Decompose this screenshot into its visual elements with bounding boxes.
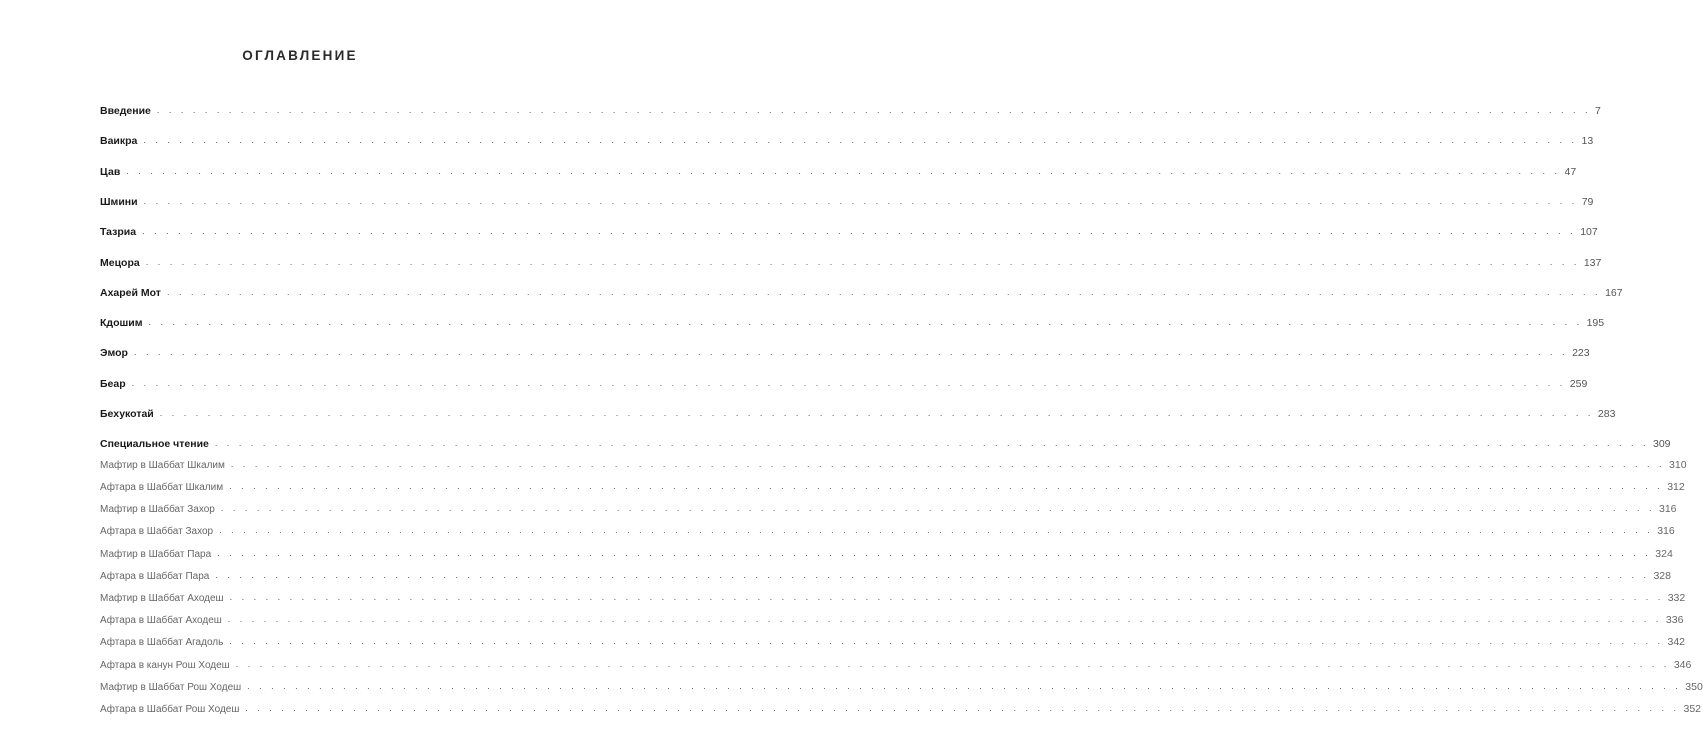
toc-entry-label: Беар: [100, 377, 126, 390]
toc-entry: [100, 224, 1598, 240]
toc-entry-label: Мафтир в Шаббат Пара: [100, 548, 212, 560]
dot-leader: . . . . . . . . . . . . . . . . . . . . . . . . . . . . . . . . . . . . . . . . . . . . . . . . . . . . . . . . . . . . . . . . . . . . . . . . . . . . . . . . . . . . . . . . . . . . . . . . . . . . . . . . . . . . . . . . . . . . . . . .: [143, 135, 1578, 146]
toc-entry-page-number: 346: [1673, 658, 1692, 671]
dot-leader: . . . . . . . . . . . . . . . . . . . . . . . . . . . . . . . . . . . . . . . . . . . . . . . . . . . . . . . . . . . . . . . . . . . . . . . . . . . . . . . . . . . . . . . . . . . . . . . . . . . . . . . . . . . . . . . . . . . . . . . .: [166, 286, 1602, 297]
toc-entry-label: Афтара в канун Рош Ходеш: [100, 659, 230, 671]
toc-entry-label: Мафтир в Шаббат Шкалим: [100, 459, 225, 471]
dot-leader: . . . . . . . . . . . . . . . . . . . . . . . . . . . . . . . . . . . . . . . . . . . . . . . . . . . . . . . . . . . . . . . . . . . . . . . . . . . . . . . . . . . . . . . . . . . . . . . . . . . . . . . . . . . . . . . . . . . . . . . .: [133, 347, 1569, 358]
toc-entry-page-number: 167: [1605, 286, 1623, 299]
dot-leader: . . . . . . . . . . . . . . . . . . . . . . . . . . . . . . . . . . . . . . . . . . . . . . . . . . . . . . . . . . . . . . . . . . . . . . . . . . . . . . . . . . . . . . . . . . . . . . . . . . . . . . . . . . . . . . . . . . . . . . . .: [235, 658, 1670, 669]
dot-leader: . . . . . . . . . . . . . . . . . . . . . . . . . . . . . . . . . . . . . . . . . . . . . . . . . . . . . . . . . . . . . . . . . . . . . . . . . . . . . . . . . . . . . . . . . . . . . . . . . . . . . . . . . . . . . . . . . . . . . . . .: [142, 226, 1577, 237]
dot-leader: . . . . . . . . . . . . . . . . . . . . . . . . . . . . . . . . . . . . . . . . . . . . . . . . . . . . . . . . . . . . . . . . . . . . . . . . . . . . . . . . . . . . . . . . . . . . . . . . . . . . . . . . . . . . . . . . . . . . . . . .: [159, 408, 1594, 418]
toc-entry-page-number: 47: [1564, 165, 1577, 178]
toc-entry: [100, 436, 1671, 452]
toc-entry-page-number: 312: [1667, 481, 1685, 493]
toc-entry: [100, 194, 1594, 210]
toc-entry-page-number: 137: [1583, 256, 1602, 269]
toc-entry: [100, 523, 1675, 539]
toc-entry: [100, 255, 1602, 271]
dot-leader: . . . . . . . . . . . . . . . . . . . . . . . . . . . . . . . . . . . . . . . . . . . . . . . . . . . . . . . . . . . . . . . . . . . . . . . . . . . . . . . . . . . . . . . . . . . . . . . . . . . . . . . . . . . . . . . . . . . . . . . .: [227, 614, 1662, 625]
dot-leader: . . . . . . . . . . . . . . . . . . . . . . . . . . . . . . . . . . . . . . . . . . . . . . . . . . . . . . . . . . . . . . . . . . . . . . . . . . . . . . . . . . . . . . . . . . . . . . . . . . . . . . . . . . . . . . . . . . . . . . . .: [131, 377, 1566, 388]
page-title: ОГЛАВЛЕНИЕ: [242, 48, 358, 63]
dot-leader: . . . . . . . . . . . . . . . . . . . . . . . . . . . . . . . . . . . . . . . . . . . . . . . . . . . . . . . . . . . . . . . . . . . . . . . . . . . . . . . . . . . . . . . . . . . . . . . . . . . . . . . . . . . . . . . . . . . . . . . .: [219, 525, 1654, 536]
toc-entry-page-number: 328: [1653, 569, 1671, 582]
toc-entry-label: Специальное чтение: [100, 438, 209, 451]
toc-entry: [100, 546, 1673, 562]
toc-entry-page-number: 350: [1685, 680, 1703, 693]
dot-leader: . . . . . . . . . . . . . . . . . . . . . . . . . . . . . . . . . . . . . . . . . . . . . . . . . . . . . . . . . . . . . . . . . . . . . . . . . . . . . . . . . . . . . . . . . . . . . . . . . . . . . . . . . . . . . . . . . . . . . . . .: [229, 592, 1664, 602]
toc-entry-page-number: 336: [1665, 614, 1684, 627]
toc-entry: [100, 103, 1601, 119]
toc-entry-page-number: 316: [1657, 525, 1675, 538]
toc-entry-page-number: 13: [1581, 135, 1594, 148]
toc-entry-label: Афтара в Шаббат Захор: [100, 526, 214, 538]
toc-entry: [100, 657, 1692, 673]
toc-entry-label: Афтара в Шаббат Пара: [100, 570, 210, 582]
toc-entry-label: Ваикра: [100, 135, 138, 148]
toc-entry-page-number: 195: [1586, 317, 1605, 330]
toc-entry-page-number: 223: [1572, 347, 1590, 360]
dot-leader: . . . . . . . . . . . . . . . . . . . . . . . . . . . . . . . . . . . . . . . . . . . . . . . . . . . . . . . . . . . . . . . . . . . . . . . . . . . . . . . . . . . . . . . . . . . . . . . . . . . . . . . . . . . . . . . . . . . . . . . .: [230, 458, 1666, 469]
toc-entry-label: Кдошим: [100, 317, 143, 330]
toc-entry: [100, 345, 1590, 361]
toc-entry: [100, 479, 1685, 495]
toc-entry: [100, 406, 1616, 422]
dot-leader: . . . . . . . . . . . . . . . . . . . . . . . . . . . . . . . . . . . . . . . . . . . . . . . . . . . . . . . . . . . . . . . . . . . . . . . . . . . . . . . . . . . . . . . . . . . . . . . . . . . . . . . . . . . . . . . . . . . . . . . .: [145, 256, 1580, 267]
toc-entry-label: Цав: [100, 165, 121, 178]
dot-leader: . . . . . . . . . . . . . . . . . . . . . . . . . . . . . . . . . . . . . . . . . . . . . . . . . . . . . . . . . . . . . . . . . . . . . . . . . . . . . . . . . . . . . . . . . . . . . . . . . . . . . . . . . . . . . . . . . . . . . . . .: [148, 317, 1583, 328]
dot-leader: . . . . . . . . . . . . . . . . . . . . . . . . . . . . . . . . . . . . . . . . . . . . . . . . . . . . . . . . . . . . . . . . . . . . . . . . . . . . . . . . . . . . . . . . . . . . . . . . . . . . . . . . . . . . . . . . . . . . . . . .: [217, 547, 1652, 558]
toc-entry: [100, 376, 1588, 392]
dot-leader: . . . . . . . . . . . . . . . . . . . . . . . . . . . . . . . . . . . . . . . . . . . . . . . . . . . . . . . . . . . . . . . . . . . . . . . . . . . . . . . . . . . . . . . . . . . . . . . . . . . . . . . . . . . . . . . . . . . . . . . .: [214, 438, 1649, 449]
dot-leader: . . . . . . . . . . . . . . . . . . . . . . . . . . . . . . . . . . . . . . . . . . . . . . . . . . . . . . . . . . . . . . . . . . . . . . . . . . . . . . . . . . . . . . . . . . . . . . . . . . . . . . . . . . . . . . . . . . . . . . . .: [143, 195, 1578, 206]
toc-entry: [100, 634, 1686, 650]
dot-leader: . . . . . . . . . . . . . . . . . . . . . . . . . . . . . . . . . . . . . . . . . . . . . . . . . . . . . . . . . . . . . . . . . . . . . . . . . . . . . . . . . . . . . . . . . . . . . . . . . . . . . . . . . . . . . . . . . . . . . . . .: [229, 481, 1664, 491]
toc-entry-label: Афтара в Шаббат Аходеш: [100, 615, 222, 627]
toc-entry-page-number: 316: [1659, 503, 1677, 516]
toc-entry: [100, 285, 1623, 301]
toc-entry-page-number: 324: [1655, 547, 1673, 560]
toc-entry-page-number: 342: [1667, 636, 1686, 649]
toc-entry-page-number: 79: [1581, 195, 1594, 208]
toc-entry-label: Мафтир в Шаббат Захор: [100, 504, 215, 516]
toc-entry: [100, 612, 1684, 628]
dot-leader: . . . . . . . . . . . . . . . . . . . . . . . . . . . . . . . . . . . . . . . . . . . . . . . . . . . . . . . . . . . . . . . . . . . . . . . . . . . . . . . . . . . . . . . . . . . . . . . . . . . . . . . . . . . . . . . . . . . . . . . .: [245, 703, 1680, 713]
dot-leader: . . . . . . . . . . . . . . . . . . . . . . . . . . . . . . . . . . . . . . . . . . . . . . . . . . . . . . . . . . . . . . . . . . . . . . . . . . . . . . . . . . . . . . . . . . . . . . . . . . . . . . . . . . . . . . . . . . . . . . . .: [215, 569, 1650, 580]
toc-entry-page-number: 107: [1580, 226, 1598, 239]
toc-entry: [100, 701, 1702, 717]
toc-entry-page-number: 283: [1597, 408, 1616, 420]
dot-leader: . . . . . . . . . . . . . . . . . . . . . . . . . . . . . . . . . . . . . . . . . . . . . . . . . . . . . . . . . . . . . . . . . . . . . . . . . . . . . . . . . . . . . . . . . . . . . . . . . . . . . . . . . . . . . . . . . . . . . . . .: [156, 105, 1592, 115]
toc-entry-page-number: 352: [1683, 703, 1702, 715]
toc-entry: [100, 164, 1577, 180]
toc-entry-label: Ахарей Мот: [100, 286, 161, 299]
toc-entry-page-number: 310: [1669, 458, 1687, 471]
toc-entry: [100, 133, 1594, 149]
toc-entry-page-number: 309: [1653, 438, 1671, 451]
toc-entry-label: Афтара в Шаббат Шкалим: [100, 482, 224, 493]
toc-entry-page-number: 259: [1569, 377, 1588, 390]
toc-entry: [100, 679, 1703, 695]
dot-leader: . . . . . . . . . . . . . . . . . . . . . . . . . . . . . . . . . . . . . . . . . . . . . . . . . . . . . . . . . . . . . . . . . . . . . . . . . . . . . . . . . . . . . . . . . . . . . . . . . . . . . . . . . . . . . . . . . . . . . . . .: [220, 503, 1655, 514]
toc-entry-page-number: 7: [1595, 105, 1601, 117]
toc-entry-label: Афтара в Шаббат Рош Ходеш: [100, 704, 240, 715]
dot-leader: . . . . . . . . . . . . . . . . . . . . . . . . . . . . . . . . . . . . . . . . . . . . . . . . . . . . . . . . . . . . . . . . . . . . . . . . . . . . . . . . . . . . . . . . . . . . . . . . . . . . . . . . . . . . . . . . . . . . . . . .: [229, 636, 1664, 647]
dot-leader: . . . . . . . . . . . . . . . . . . . . . . . . . . . . . . . . . . . . . . . . . . . . . . . . . . . . . . . . . . . . . . . . . . . . . . . . . . . . . . . . . . . . . . . . . . . . . . . . . . . . . . . . . . . . . . . . . . . . . . . .: [247, 680, 1682, 691]
toc-entry-label: Введение: [100, 105, 151, 117]
toc-entry: [100, 501, 1677, 517]
toc-entry: [100, 457, 1687, 473]
toc-entry-label: Шмини: [100, 195, 138, 208]
toc-entry: [100, 590, 1686, 606]
toc-entry-label: Эмор: [100, 347, 128, 360]
toc-entry-page-number: 332: [1667, 592, 1686, 604]
toc-entry-label: Афтара в Шаббат Агадоль: [100, 637, 224, 649]
dot-leader: . . . . . . . . . . . . . . . . . . . . . . . . . . . . . . . . . . . . . . . . . . . . . . . . . . . . . . . . . . . . . . . . . . . . . . . . . . . . . . . . . . . . . . . . . . . . . . . . . . . . . . . . . . . . . . . . . . . . . . . .: [126, 165, 1561, 176]
toc-entry: [100, 315, 1605, 331]
toc-entry-label: Мецора: [100, 256, 140, 269]
toc-entry-label: Бехукотай: [100, 408, 154, 420]
toc-entry-label: Тазриа: [100, 226, 137, 239]
toc-entry-label: Мафтир в Шаббат Рош Ходеш: [100, 681, 242, 693]
toc-entry-label: Мафтир в Шаббат Аходеш: [100, 593, 224, 604]
toc-entry: [100, 568, 1671, 584]
